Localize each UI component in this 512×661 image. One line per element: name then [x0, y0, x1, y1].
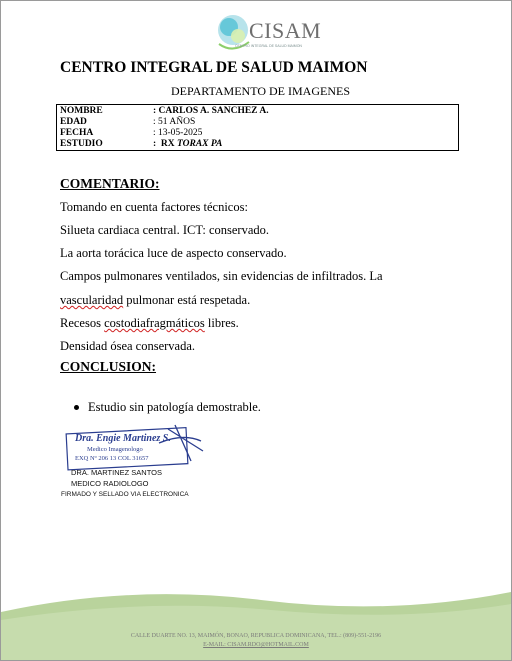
doctor-name: DRA. MARTINEZ SANTOS — [71, 468, 162, 477]
footer-wave — [1, 590, 511, 660]
study-value-wrap — [153, 139, 222, 150]
stamp-name: Dra. Engie Martinez S. — [75, 433, 171, 444]
comment-line: Silueta cardiaca central. ICT: conservado. — [60, 223, 270, 237]
name-value: : CARLOS A. SANCHEZ A. — [153, 106, 269, 116]
date-label: FECHA — [60, 128, 94, 138]
stamp-exq: EXQ Nº 206 13 COL 31657 — [75, 455, 149, 462]
footer-address: CALLE DUARTE NO. 13, MAIMÓN, BONAO, REPUBLICA DOMINICANA, TEL.: (809)-551-2196 — [130, 633, 382, 639]
stamp-role: Medico Imagenologo — [87, 446, 143, 453]
logo-wordmark: CISAM — [249, 18, 322, 43]
comment-line: La aorta torácica luce de aspecto conservado. — [60, 246, 287, 260]
doctor-title: MEDICO RADIOLOGO — [71, 479, 149, 488]
date-value: : 13-05-2025 — [153, 128, 203, 138]
age-value: : 51 AÑOS — [153, 117, 196, 127]
comment-line: Recesos costodiafragmáticos libres. — [60, 316, 239, 330]
comment-line: Densidad ósea conservada. — [60, 339, 196, 353]
bullet-icon — [74, 405, 79, 410]
spellcheck-word: vascularidad — [60, 293, 124, 307]
conclusion-heading: CONCLUSION: — [60, 359, 157, 374]
signature-stamp — [63, 421, 213, 471]
name-label: NOMBRE — [60, 106, 103, 116]
signed-note: FIRMADO Y SELLADO VIA ELECTRONICA — [61, 491, 189, 498]
comment-line: Campos pulmonares ventilados, sin evidencias de infiltrados. La — [60, 269, 383, 283]
center-title: CENTRO INTEGRAL DE SALUD MAIMON — [60, 59, 368, 76]
comment-line: vascularidad pulmonar está respetada. — [60, 293, 251, 307]
patient-info-table — [56, 104, 459, 151]
study-value: TORAX PA — [177, 139, 223, 149]
department-title: DEPARTAMENTO DE IMAGENES — [171, 84, 350, 98]
study-label: ESTUDIO — [60, 139, 103, 149]
study-prefix: : RX — [153, 139, 178, 149]
comment-heading: COMENTARIO: — [60, 176, 160, 191]
logo-subtitle: CENTRO INTEGRAL DE SALUD MAIMON — [235, 44, 302, 48]
age-label: EDAD — [60, 117, 87, 127]
cisam-logo — [211, 10, 321, 54]
spellcheck-word: costodiafragmáticos — [104, 316, 205, 330]
conclusion-item-text: Estudio sin patología demostrable. — [88, 400, 261, 414]
conclusion-item — [74, 400, 261, 415]
footer-email[interactable]: E-MAIL: CISAM.RDO@HOTMAIL.COM — [203, 642, 309, 648]
comment-line: Tomando en cuenta factores técnicos: — [60, 200, 248, 214]
